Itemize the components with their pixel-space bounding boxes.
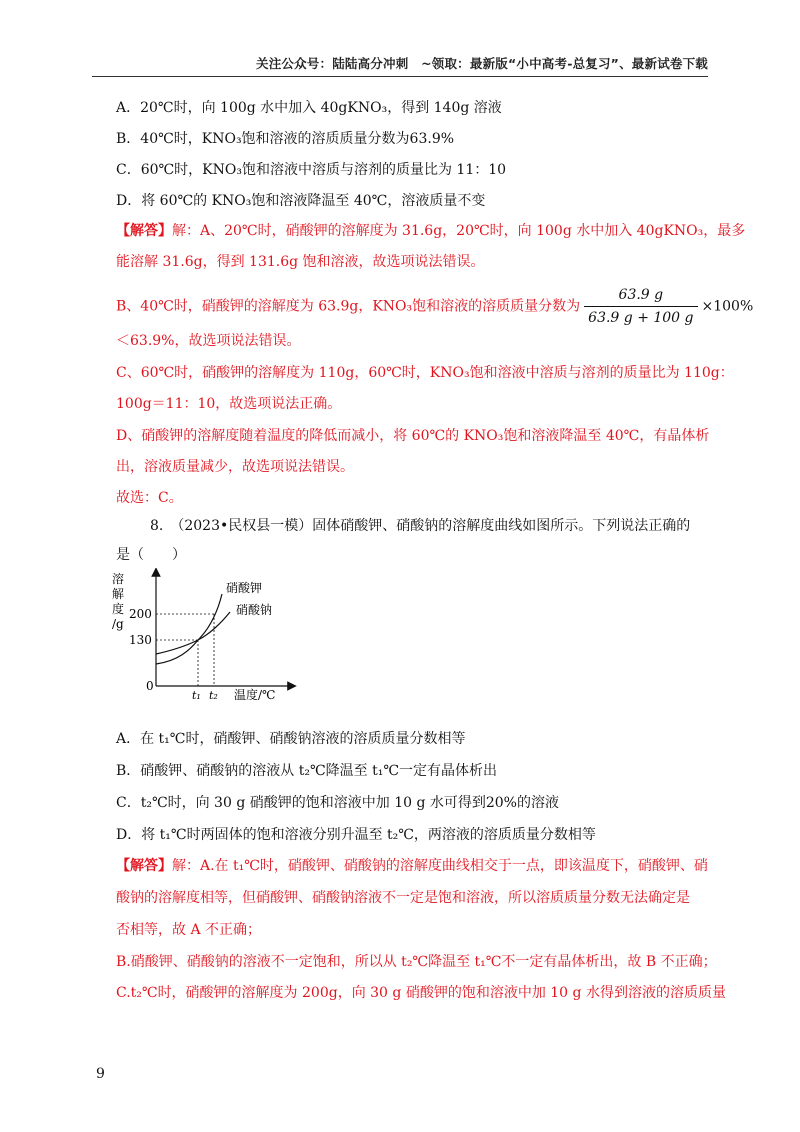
origin-label: 0 bbox=[146, 679, 154, 693]
q7-answer-a-line2: 能溶解 31.6g，得到 131.6g 饱和溶液，故选项说法错误。 bbox=[116, 254, 485, 270]
q7-option-d: D．将 60℃的 KNO₃饱和溶液降温至 40℃，溶液质量不变 bbox=[116, 193, 486, 209]
solubility-chart bbox=[110, 568, 310, 700]
q8-answer-a-line1 bbox=[116, 857, 708, 875]
answer-text: 解：A.在 t₁℃时，硝酸钾、硝酸钠的溶解度曲线相交于一点，即该温度下，硝酸钾、硝 bbox=[172, 858, 708, 874]
kno3-curve bbox=[156, 594, 222, 664]
q7-answer-d-line1: D、硝酸钾的溶解度随着温度的降低而减小，将 60℃的 KNO₃饱和溶液降温至 40℃，有晶体析 bbox=[116, 428, 710, 444]
q8-answer-b: B.硝酸钾、硝酸钠的溶液不一定饱和，所以从 t₂℃降温至 t₁℃不一定有晶体析出，故 B 不正确； bbox=[116, 954, 717, 970]
q7-answer-c-line2: 100g＝11：10，故选项说法正确。 bbox=[116, 396, 342, 412]
answer-text: 解：A、20℃时，硝酸钾的溶解度为 31.6g，20℃时，向 100g 水中加入 40gKNO₃，最多 bbox=[172, 223, 746, 239]
q7-option-c: C．60℃时，KNO₃饱和溶液中溶质与溶剂的质量比为 11：10 bbox=[116, 162, 507, 178]
y-tick-200: 200 bbox=[129, 607, 152, 621]
q8-option-c: C．t₂℃时，向 30 g 硝酸钾的饱和溶液中加 10 g 水可得到20%的溶液 bbox=[116, 795, 559, 811]
y-label-1: 溶 bbox=[112, 572, 125, 586]
q7-choice: 故选：C。 bbox=[116, 490, 183, 506]
q8-stem-line1: 8. （2023•民权县一模）固体硝酸钾、硝酸钠的溶解度曲线如图所示。下列说法正确的 bbox=[150, 518, 691, 534]
y-label-2: 解 bbox=[112, 587, 125, 601]
q7-answer-b-line2: ＜63.9%，故选项说法错误。 bbox=[116, 333, 301, 349]
q8-answer-c: C.t₂℃时，硝酸钾的溶解度为 200g，向 30 g 硝酸钾的饱和溶液中加 10 g 水得到溶液的溶质质量 bbox=[116, 985, 726, 1001]
y-label-4: /g bbox=[112, 617, 124, 631]
y-label-3: 度 bbox=[112, 602, 125, 616]
answer-tag: 【解答】 bbox=[116, 858, 172, 874]
q7-option-b: B．40℃时，KNO₃饱和溶液的溶质质量分数为63.9% bbox=[116, 131, 455, 147]
x-tick-t2: t₂ bbox=[209, 689, 218, 700]
q7-answer-a-line1 bbox=[116, 222, 745, 240]
fraction-numerator: 63.9 g bbox=[584, 286, 697, 307]
legend-nano3: 硝酸钠 bbox=[236, 603, 273, 617]
q8-answer-a-line3: 否相等，故 A 不正确； bbox=[116, 922, 262, 938]
nano3-curve bbox=[156, 612, 230, 654]
q7-option-a: A．20℃时，向 100g 水中加入 40gKNO₃，得到 140g 溶液 bbox=[116, 100, 502, 116]
x-axis-label: 温度/℃ bbox=[234, 688, 276, 700]
q8-option-a: A．在 t₁℃时，硝酸钾、硝酸钠溶液的溶质质量分数相等 bbox=[116, 731, 466, 747]
q7-answer-d-line2: 出，溶液质量减少，故选项说法错误。 bbox=[116, 459, 354, 475]
q8-option-d: D．将 t₁℃时两固体的饱和溶液分别升温至 t₂℃，两溶液的溶质质量分数相等 bbox=[116, 827, 596, 843]
fraction-denominator: 63.9 g + 100 g bbox=[588, 310, 694, 326]
answer-tag: 【解答】 bbox=[116, 223, 172, 239]
q7-answer-c-line1: C、60℃时，硝酸钾的溶解度为 110g，60℃时，KNO₃饱和溶液中溶质与溶剂的质量比为 110g： bbox=[116, 365, 734, 381]
fraction-multiplier: ×100% bbox=[701, 298, 754, 315]
q8-answer-a-line2: 酸钠的溶解度相等，但硝酸钾、硝酸钠溶液不一定是饱和溶液，所以溶质质量分数无法确定是 bbox=[116, 890, 690, 906]
header-divider bbox=[92, 76, 708, 77]
q8-option-b: B．硝酸钾、硝酸钠的溶液从 t₂℃降温至 t₁℃一定有晶体析出 bbox=[116, 763, 497, 779]
page-number: 9 bbox=[96, 1066, 105, 1082]
x-tick-t1: t₁ bbox=[192, 689, 201, 700]
mass-fraction-formula bbox=[584, 286, 697, 327]
page-header: 关注公众号：陆陆高分冲刺 ~领取：最新版“小中高考-总复习”、最新试卷下载 bbox=[256, 56, 708, 71]
q8-stem-line2: 是（ ） bbox=[116, 547, 186, 563]
y-tick-130: 130 bbox=[129, 633, 152, 647]
q7-answer-b-line1 bbox=[116, 286, 753, 327]
legend-kno3: 硝酸钾 bbox=[226, 581, 263, 595]
answer-text: B、40℃时，硝酸钾的溶解度为 63.9g，KNO₃饱和溶液的溶质质量分数为 bbox=[116, 298, 581, 315]
